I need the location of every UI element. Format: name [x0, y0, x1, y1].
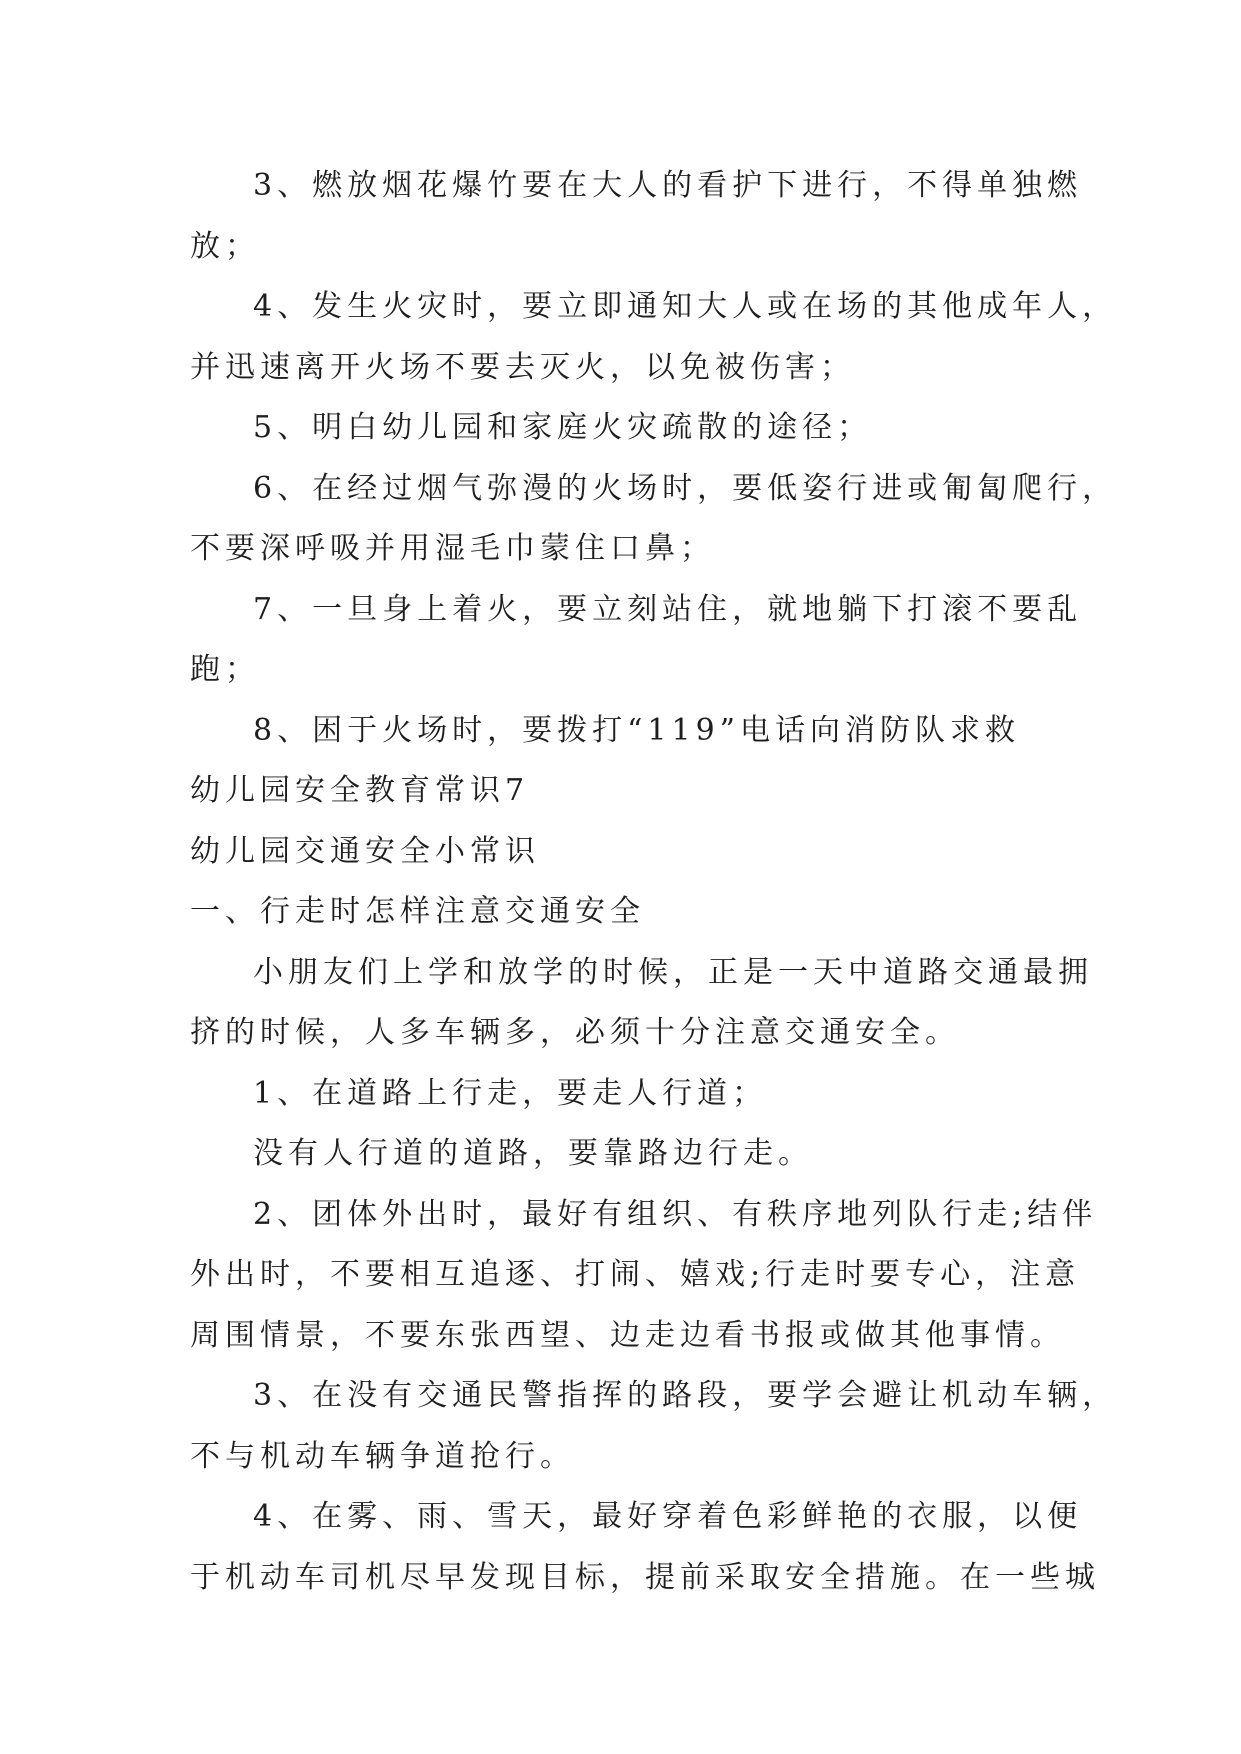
text-line: 4、发生火灾时，要立即通知大人或在场的其他成年人，: [253, 289, 1118, 324]
text-line: 挤的时候，人多车辆多，必须十分注意交通安全。: [190, 1015, 960, 1050]
paragraph-fire-6: [190, 459, 1118, 580]
paragraph-fire-4: [190, 277, 1118, 398]
text-line: 4、在雾、雨、雪天，最好穿着色彩鲜艳的衣服，以便: [253, 1499, 1083, 1534]
text-line: 放；: [190, 228, 260, 264]
paragraph-traffic-intro: [190, 943, 1093, 1064]
text-line: 7、一旦身上着火，要立刻站住，就地躺下打滚不要乱: [253, 591, 1083, 627]
paragraph-fire-5: [190, 398, 1052, 459]
paragraph-traffic-2: [190, 1185, 1098, 1367]
text-line: 没有人行道的道路，要靠路边行走。: [253, 1136, 813, 1171]
paragraph-fire-3: [190, 156, 1083, 277]
text-line: 5、明白幼儿园和家庭火灾疏散的途径；: [253, 410, 873, 445]
text-line: 2、团体外出时，最好有组织、有秩序地列队行走;结伴: [253, 1196, 1098, 1232]
text-line: 6、在经过烟气弥漫的火场时，要低姿行进或匍匐爬行，: [253, 470, 1118, 506]
heading-walking-safety: 一、行走时怎样注意交通安全: [190, 894, 645, 929]
text-line: 小朋友们上学和放学的时候，正是一天中道路交通最拥: [253, 954, 1093, 990]
section-title: 幼儿园安全教育常识7: [190, 773, 530, 808]
text-line: 3、在没有交通民警指挥的路段，要学会避让机动车辆，: [253, 1378, 1118, 1413]
text-line: 3、燃放烟花爆竹要在大人的看护下进行，不得单独燃: [253, 168, 1083, 203]
text-line: 跑；: [190, 652, 260, 687]
text-line: 于机动车司机尽早发现目标，提前采取安全措施。在一些城: [190, 1559, 1100, 1595]
text-line: 并迅速离开火场不要去灭火，以免被伤害；: [190, 349, 855, 385]
text-line: 周围情景，不要东张西望、边走边看书报或做其他事情。: [190, 1317, 1065, 1353]
text-line: 8、困于火场时，要拨打“119”电话向消防队求救: [253, 712, 1021, 748]
paragraph-traffic-1: [190, 1064, 1052, 1125]
document-body: [190, 156, 1118, 1608]
paragraph-traffic-3: [190, 1366, 1118, 1487]
paragraph-fire-7: [190, 580, 1083, 701]
text-line: 不要深呼吸并用湿毛巾蒙住口鼻；: [190, 531, 715, 566]
text-line: 1、在道路上行走，要走人行道；: [253, 1075, 768, 1111]
text-line: 不与机动车辆争道抢行。: [190, 1438, 575, 1474]
paragraph-traffic-4: [190, 1487, 1100, 1608]
text-line: 外出时，不要相互追逐、打闹、嬉戏;行走时要专心，注意: [190, 1257, 1081, 1292]
paragraph-fire-8: [190, 701, 1052, 762]
subtitle: 幼儿园交通安全小常识: [190, 833, 540, 869]
paragraph-traffic-1b: [190, 1124, 1052, 1185]
